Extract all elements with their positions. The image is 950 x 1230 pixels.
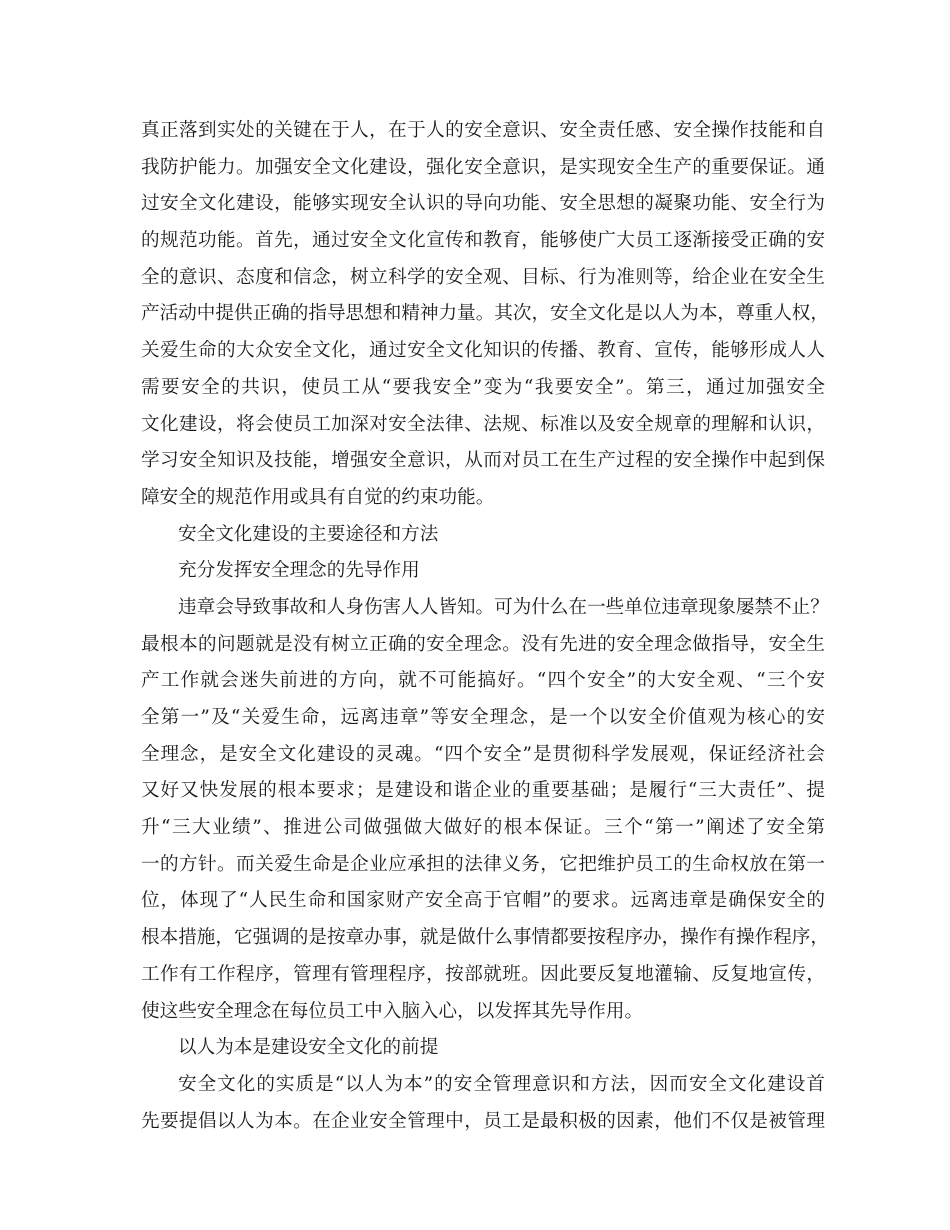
text-line: 产工作就会迷失前进的方向，就不可能搞好。“四个安全”的大安全观、“三个安 — [141, 670, 825, 692]
text-line: 充分发挥安全理念的先导作用 — [178, 560, 420, 582]
text-line: 工作有工作程序，管理有管理程序，按部就班。因此要反复地灌输、反复地宣传， — [141, 963, 825, 985]
text-line: 真正落到实处的关键在于人，在于人的安全意识、安全责任感、安全操作技能和自 — [141, 120, 825, 141]
text-line: 过安全文化建设，能够实现安全认识的导向功能、安全思想的凝聚功能、安全行为 — [141, 193, 825, 215]
text-line: 一的方针。而关爱生命是企业应承担的法律义务，它把维护员工的生命权放在第一 — [141, 853, 825, 875]
text-line: 以人为本是建设安全文化的前提 — [178, 1037, 439, 1059]
text-line: 使这些安全理念在每位员工中入脑入心，以发挥其先导作用。 — [141, 1000, 644, 1022]
text-line: 又好又快发展的根本要求；是建设和谐企业的重要基础；是履行“三大责任”、提 — [141, 780, 825, 802]
text-line: 全理念，是安全文化建设的灵魂。“四个安全”是贯彻科学发展观，保证经济社会 — [141, 743, 825, 765]
text-line: 障安全的规范作用或具有自觉的约束功能。 — [141, 486, 495, 508]
text-line: 文化建设，将会使员工加深对安全法律、法规、标准以及安全规章的理解和认识， — [141, 413, 825, 435]
text-line: 全第一”及“关爱生命，远离违章”等安全理念，是一个以安全价值观为核心的安 — [141, 707, 825, 728]
text-line: 产活动中提供正确的指导思想和精神力量。其次，安全文化是以人为本，尊重人权， — [141, 303, 829, 325]
text-line: 根本措施，它强调的是按章办事，就是做什么事情都要按程序办，操作有操作程序， — [141, 927, 829, 949]
text-line: 升“三大业绩”、推进公司做强做大做好的根本保证。三个“第一”阐述了安全第 — [141, 817, 825, 839]
text-line: 关爱生命的大众安全文化，通过安全文化知识的传播、教育、宣传，能够形成人人 — [141, 340, 825, 362]
text-line: 学习安全知识及技能，增强安全意识，从而对员工在生产过程的安全操作中起到保 — [141, 450, 825, 472]
text-line: 安全文化的实质是“以人为本”的安全管理意识和方法，因而安全文化建设首 — [178, 1073, 825, 1095]
text-line: 安全文化建设的主要途径和方法 — [178, 523, 439, 545]
text-line: 的规范功能。首先，通过安全文化宣传和教育，能够使广大员工逐渐接受正确的安 — [141, 230, 825, 252]
text-line: 位，体现了“人民生命和国家财产安全高于官帽”的要求。远离违章是确保安全的 — [141, 890, 825, 912]
text-line: 最根本的问题就是没有树立正确的安全理念。没有先进的安全理念做指导，安全生 — [141, 633, 825, 655]
text-line: 需要安全的共识，使员工从“要我安全”变为“我要安全”。第三，通过加强安全 — [141, 376, 825, 398]
text-line: 先要提倡以人为本。在企业安全管理中，员工是最积极的因素，他们不仅是被管理 — [141, 1110, 825, 1132]
text-line: 我防护能力。加强安全文化建设，强化安全意识，是实现安全生产的重要保证。通 — [141, 156, 825, 178]
document-body — [141, 113, 829, 1140]
text-line: 全的意识、态度和信念，树立科学的安全观、目标、行为准则等，给企业在安全生 — [141, 266, 825, 288]
text-line: 违章会导致事故和人身伤害人人皆知。可为什么在一些单位违章现象屡禁不止？ — [178, 596, 829, 618]
